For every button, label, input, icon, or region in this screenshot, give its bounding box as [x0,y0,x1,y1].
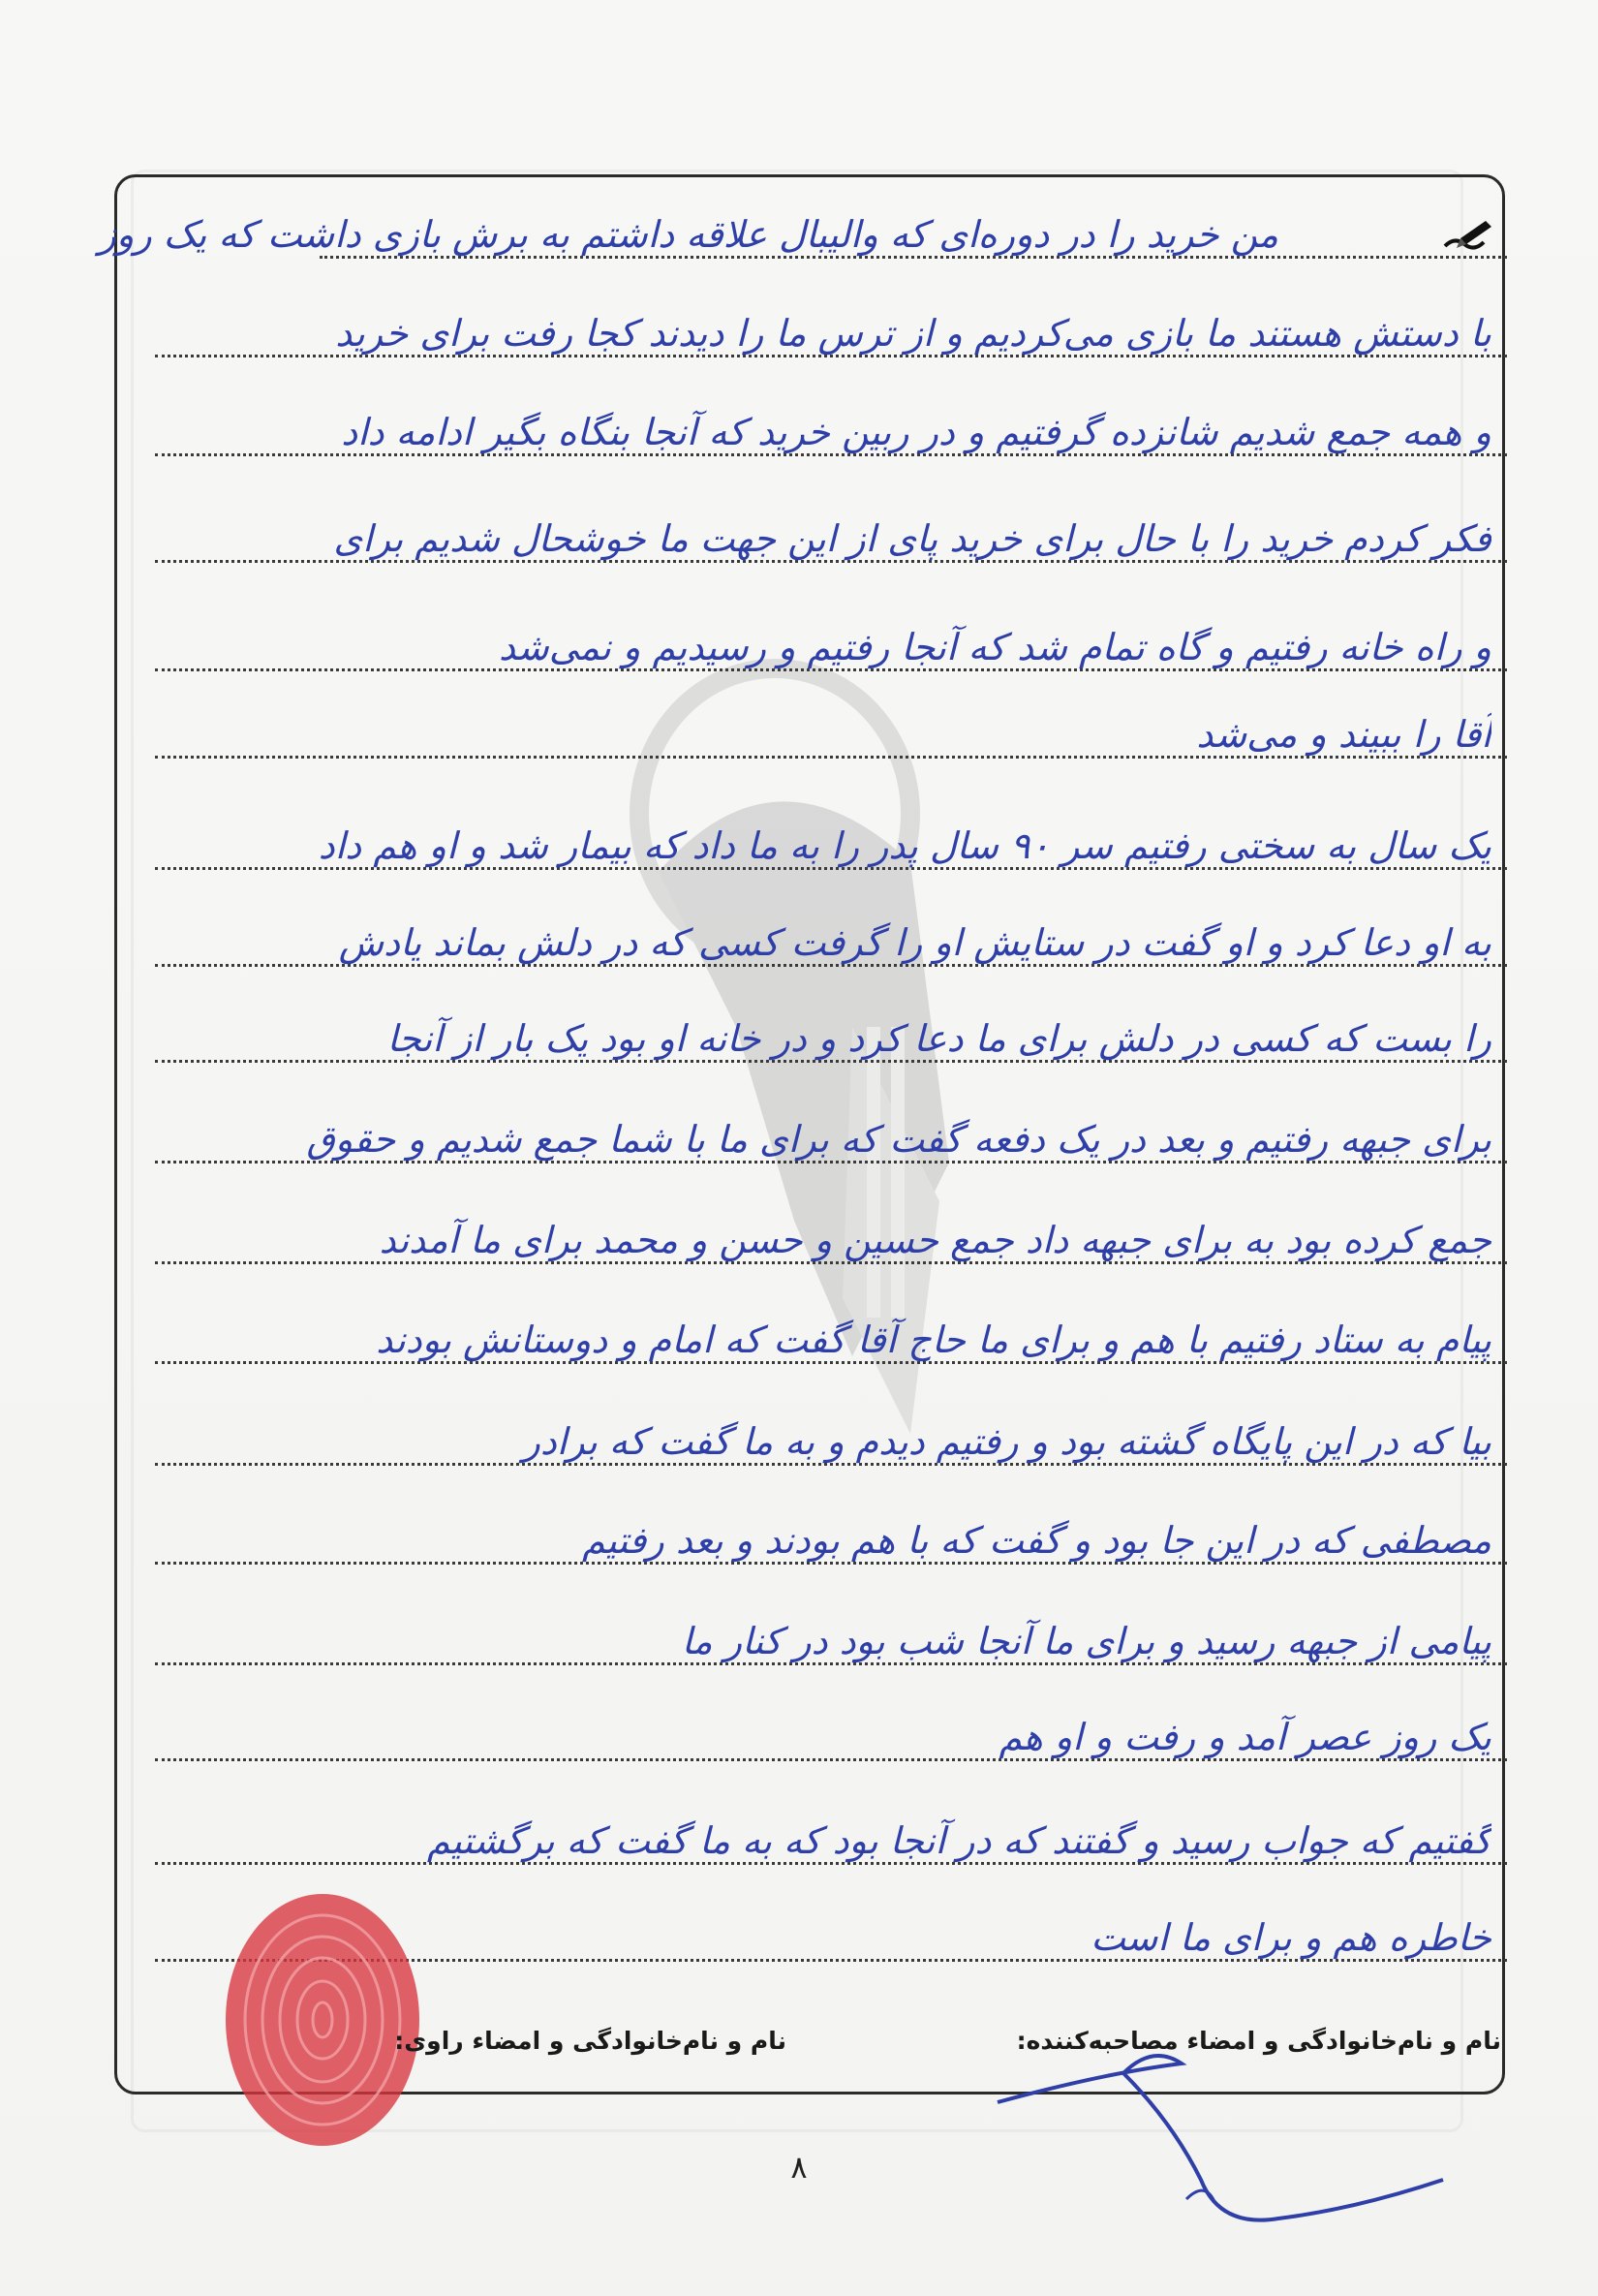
handwritten-line: پیام به ستاد رفتیم با هم و برای ما حاج آقا گفت که امام و دوستانش بودند [376,1319,1491,1361]
handwritten-line: آقا را ببیند و می‌شد [1196,713,1491,756]
handwritten-line: پیامی از جبهه رسید و برای ما آنجا شب بود در کنار ما [681,1620,1491,1662]
handwritten-line: یک روز عصر آمد و رفت و او هم [999,1716,1491,1758]
handwritten-line: فکر کردم خرید را با حال برای خرید پای از این جهت ما خوشحال شدیم برای [333,517,1491,560]
handwritten-line: به او دعا کرد و او گفت در ستایش او را گرفت کسی که در دلش بماند یادش [338,921,1491,964]
handwritten-line: من خرید را در دوره‌ای که والیبال علاقه داشتم به برش بازی داشت که یک روز [98,213,1278,256]
pen-writing-icon [1441,217,1495,256]
handwritten-line: مصطفی که در این جا بود و گفت که با هم بودند و بعد رفتیم [582,1519,1491,1562]
handwritten-line: جمع کرده بود به برای جبهه داد جمع حسین و حسن و محمد برای ما آمدند [379,1219,1491,1261]
handwritten-line: و همه جمع شدیم شانزده گرفتیم و در ربین خرید که آنجا بنگاه بگیر ادامه داد [341,411,1491,453]
handwritten-line: یک سال به سختی رفتیم سر ۹۰ سال پدر را به ما داد که بیمار شد و او هم داد [318,824,1491,867]
interviewer-signature-label: نام و نام‌خانوادگی و امضاء مصاحبه‌کننده: [1016,2027,1501,2055]
handwritten-line: خاطره هم و برای ما است [1091,1916,1491,1959]
handwritten-line: برای جبهه رفتیم و بعد در یک دفعه گفت که برای ما با شما جمع شدیم و حقوق [306,1118,1491,1161]
handwritten-line: با دستش هستند ما بازی می‌کردیم و از ترس ما را دیدند کجا رفت برای خرید [335,312,1491,355]
interviewer-signature [988,2034,1453,2228]
handwritten-line: بیا که در این پایگاه گشته بود و رفتیم دیدم و به ما گفت که برادر [522,1420,1491,1463]
handwritten-line: و راه خانه رفتیم و گاه تمام شد که آنجا رفتیم و رسیدیم و نمی‌شد [498,626,1491,668]
page-number: ۸ [790,2149,808,2186]
narrator-signature-label: نام و نام‌خانوادگی و امضاء راوی: [394,2027,786,2055]
fingerprint-stamp [221,1889,424,2151]
handwritten-line: گفتیم که جواب رسید و گفتند که در آنجا بود که به ما گفت که برگشتیم [426,1819,1491,1862]
handwritten-line: را بست که کسی در دلش برای ما دعا کرد و در خانه او بود یک بار از آنجا [386,1017,1491,1060]
